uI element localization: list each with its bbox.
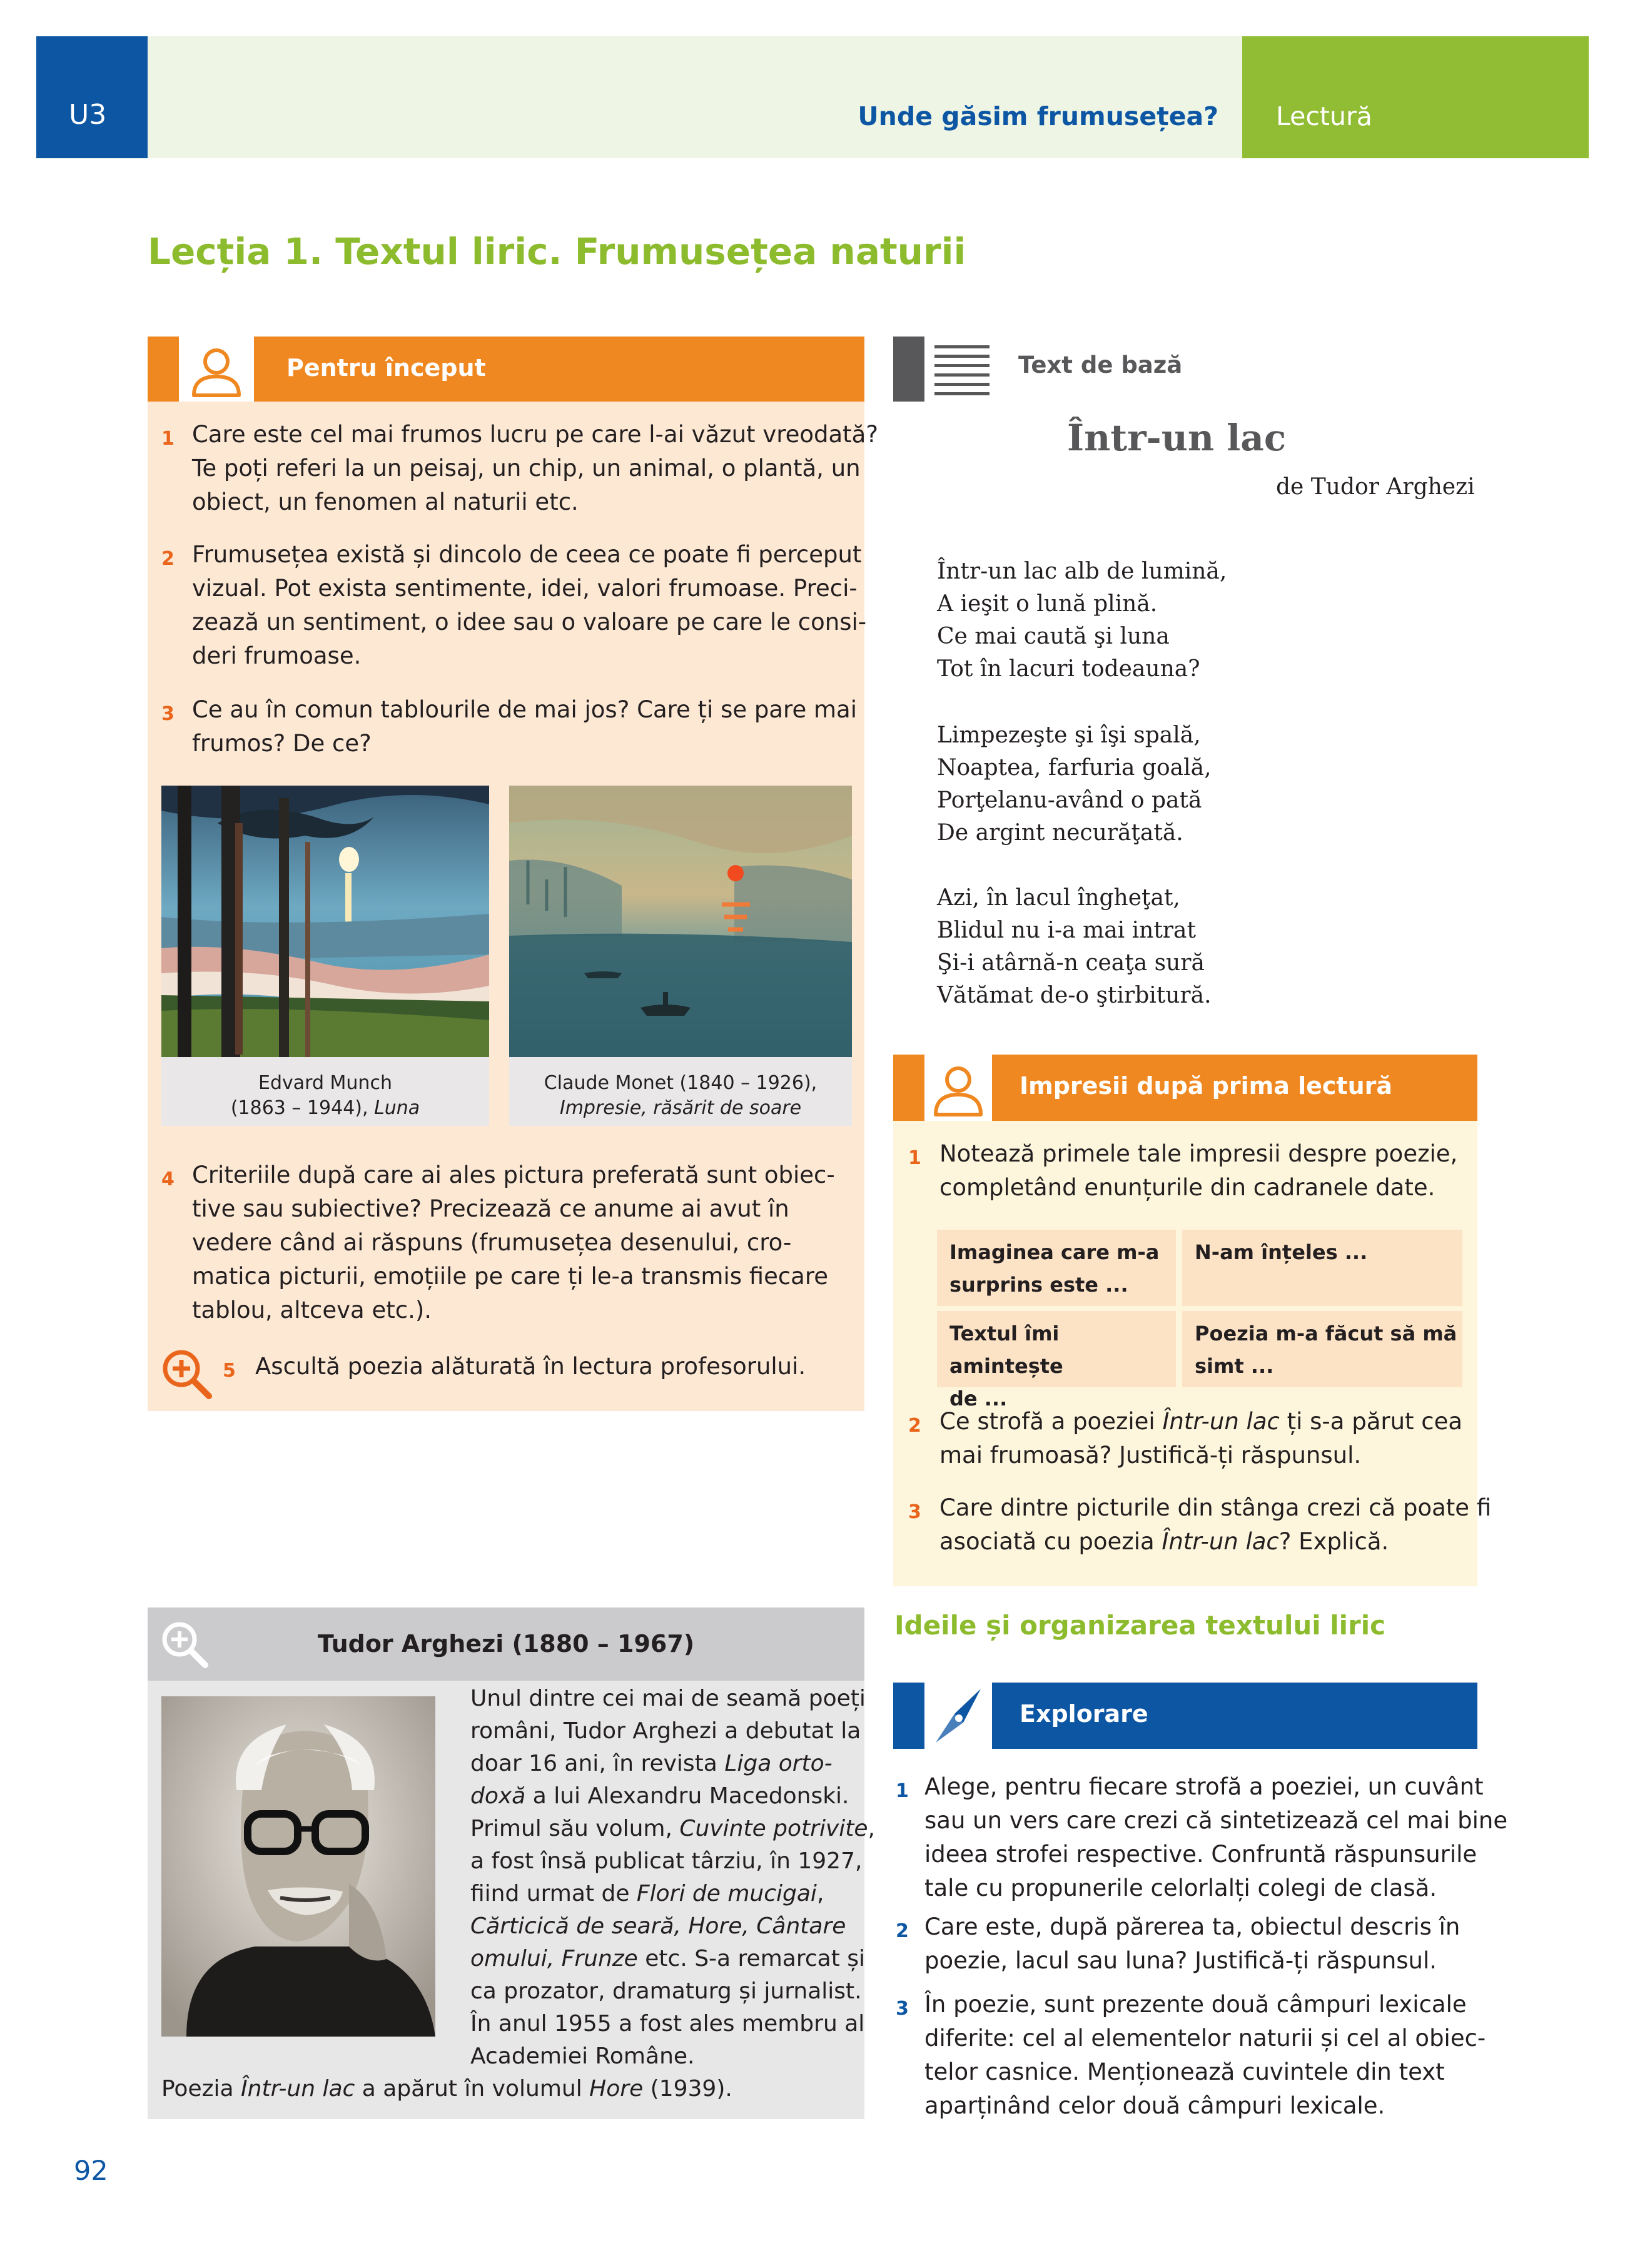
person-icon [179, 337, 254, 402]
bio-text: Unul dintre cei mai de seamă poeți români, Tudor Arghezi a debutat la doar 16 ani, în revista Liga orto- doxă a lui Alexandru Macedonski. Primul său volum, Cuvinte potrivite, a fost însă publicat târziu, în 1927, fiind urmat de Flori de mucigai, Cărticică de seară, Hore, Cântare omului, Frunze etc. S-a remarcat și ca prozator, dramaturg și jurnalist. În anul 1955 a fost ales membru al Academiei Române. [470, 1686, 875, 2069]
question-number: 3 [896, 1998, 909, 2020]
question-number: 2 [161, 548, 175, 570]
question-number: 1 [161, 428, 175, 450]
poem-title: Într-un lac [1067, 417, 1287, 459]
question-number: 4 [161, 1168, 175, 1190]
question-text: Notează primele tale impresii despre poezie, completând enunțurile din cadranele date. [939, 1140, 1458, 1201]
arghezi-portrait [161, 1696, 435, 2037]
ideile-heading: Ideile și organizarea textului liric [894, 1610, 1386, 1641]
question-number: 2 [896, 1920, 909, 1942]
section-label: Lectură [1242, 36, 1589, 158]
section-bar [148, 337, 179, 402]
munch-caption: Edvard Munch (1863 – 1944), Luna [161, 1057, 489, 1126]
question-text: Care este, după părerea ta, obiectul descris în poezie, lacul sau luna? Justifică-ți răspunsul. [924, 1913, 1460, 1974]
chapter-title: Unde găsim frumusețea? [148, 36, 1242, 158]
unit-badge: U3 [36, 36, 148, 158]
impresii-heading: Impresii după prima lectură [992, 1055, 1477, 1121]
impression-cell: Textul îmi amintește de ... [937, 1311, 1176, 1387]
poem-stanza: Limpezeşte şi îşi spală, Noaptea, farfuria goală, Porţelanu-având o pată De argint necurăţată. [937, 722, 1212, 846]
impression-cell: Imaginea care m-a surprins este ... [937, 1230, 1176, 1306]
section-bar [893, 337, 924, 402]
impression-cell: N-am înțeles ... [1182, 1230, 1462, 1306]
question-number: 3 [908, 1501, 921, 1523]
munch-painting [161, 786, 489, 1057]
bio-heading: Tudor Arghezi (1880 – 1967) [317, 1630, 695, 1658]
section-bar [893, 1055, 924, 1121]
impression-cell: Poezia m-a făcut să mă simt ... [1182, 1311, 1462, 1387]
question-number: 2 [908, 1415, 921, 1437]
question-text: Ce strofă a poeziei Într-un lac ți s-a părut cea mai frumoasă? Justifică-ți răspunsul. [939, 1408, 1463, 1469]
question-text: Alege, pentru fiecare strofă a poeziei, un cuvânt sau un vers care crezi că sintetizează cel mai bine ideea strofei respective. Confruntă răspunsurile tale cu propunerile celorlalți colegi de clasă. [924, 1773, 1508, 1901]
question-number: 1 [896, 1780, 909, 1802]
bio-last-line: Poezia Într-un lac a apărut în volumul Hore (1939). [161, 2076, 732, 2102]
poem-stanza: Azi, în lacul îngheţat, Blidul nu i-a mai intrat Şi-i atârnă-n ceaţa sură Vătămat de-o ştirbitură. [937, 885, 1212, 1008]
poem-author: de Tudor Arghezi [1276, 474, 1475, 500]
text-lines-icon [932, 344, 992, 397]
monet-caption: Claude Monet (1840 – 1926), Impresie, răsărit de soare [509, 1057, 852, 1126]
pentru-inceput-heading: Pentru început [254, 337, 864, 402]
text-de-baza-label: Text de bază [1018, 352, 1183, 378]
question-text: În poezie, sunt prezente două câmpuri lexicale diferite: cel al elementelor naturii și cel al obiec- telor casnice. Menționează cuvintele din text aparținând celor două câmpuri lexicale. [924, 1991, 1486, 2119]
question-number: 1 [908, 1147, 921, 1169]
listen-zoom-icon [160, 1347, 213, 1400]
page-number: 92 [74, 2155, 108, 2187]
question-text: Ascultă poezia alăturată în lectura profesorului. [255, 1353, 806, 1380]
question-number: 3 [161, 703, 175, 725]
lesson-title: Lecția 1. Textul liric. Frumusețea naturii [148, 230, 966, 273]
explorare-heading: Explorare [992, 1683, 1477, 1749]
question-text: Criteriile după care ai ales pictura preferată sunt obiec- tive sau subiective? Precizează ce anume ai avut în vedere când ai răspuns (frumusețea desenului, cro- matica picturii, emoțiile pe care ți le-a transmis fiecare tablou, altceva etc.). [192, 1162, 835, 1324]
question-text: Ce au în comun tablourile de mai jos? Care ți se pare mai frumos? De ce? [192, 696, 857, 757]
poem-stanza: Într-un lac alb de lumină, A ieşit o lună plină. Ce mai caută şi luna Tot în lacuri todeauna? [937, 559, 1227, 682]
monet-painting [509, 786, 852, 1057]
question-text: Care este cel mai frumos lucru pe care l-ai văzut vreodată? Te poți referi la un peisaj, un chip, un animal, o plantă, un obiect, un fenomen al naturii etc. [192, 421, 878, 515]
section-bar [893, 1683, 924, 1749]
compass-icon [924, 1683, 992, 1749]
question-text: Frumusețea există și dincolo de ceea ce poate fi perceput vizual. Pot exista sentimente, idei, valori frumoase. Preci- zează un sentiment, o idee sau o valoare pe care le consi- deri frumoase. [192, 541, 867, 669]
question-text: Care dintre picturile din stânga crezi că poate fi asociată cu poezia Într-un lac? Explică. [939, 1494, 1492, 1555]
question-number: 5 [223, 1360, 236, 1382]
person-icon [924, 1055, 992, 1121]
